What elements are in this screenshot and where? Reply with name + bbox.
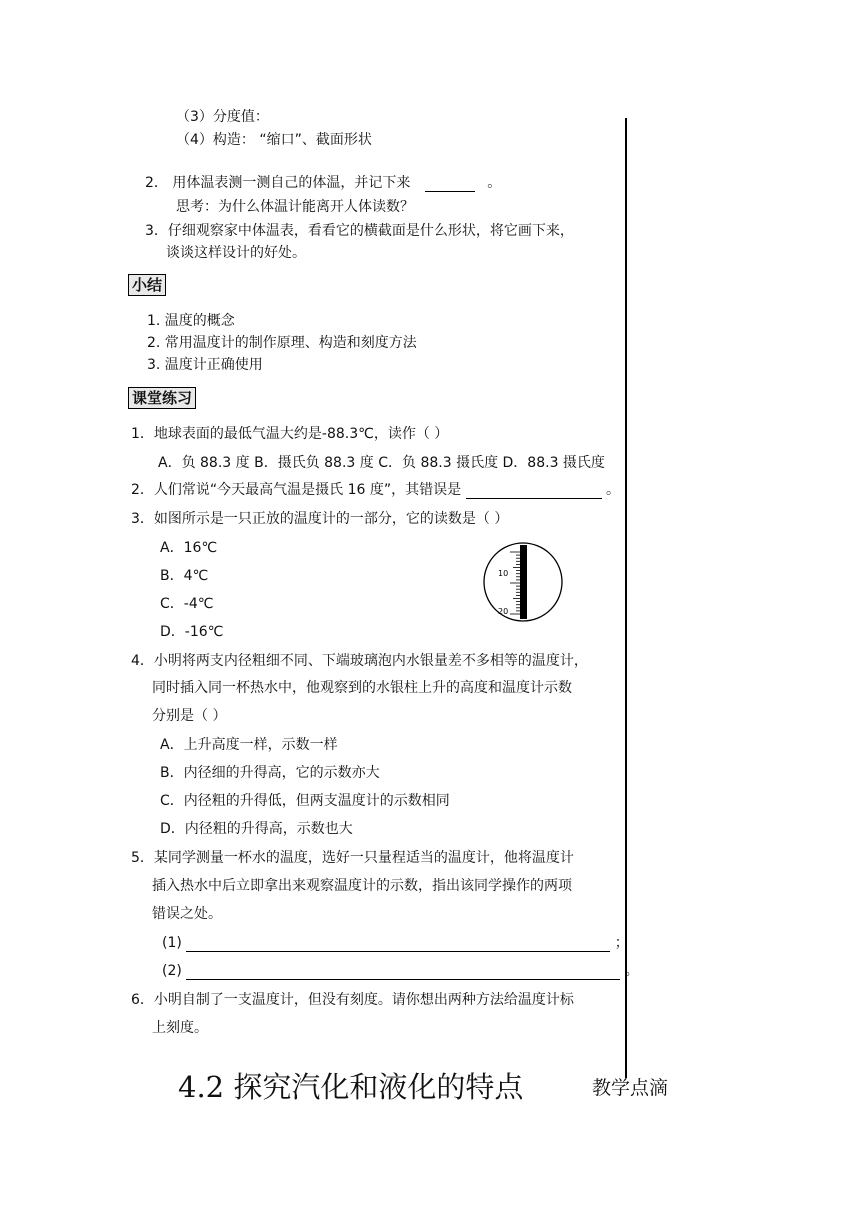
mercury-column bbox=[520, 545, 527, 619]
question-4-line1: 4．小明将两支内径粗细不同、下端玻璃泡内水银量差不多相等的温度计， bbox=[131, 653, 588, 669]
question-4-line2: 同时插入同一杯热水中，他观察到的水银柱上升的高度和温度计示数 bbox=[152, 680, 572, 696]
task-2-end: 。 bbox=[487, 175, 502, 191]
answer-blank bbox=[466, 498, 602, 499]
question-2 bbox=[131, 481, 620, 499]
question-5-line1: 5．某同学测量一杯水的温度，选好一只量程适当的温度计，他将温度计 bbox=[131, 850, 574, 866]
answer-1-end: ； bbox=[614, 935, 629, 951]
answer-blank bbox=[186, 979, 620, 980]
summary-item-3: 3. 温度计正确使用 bbox=[147, 357, 263, 373]
question-3-option-b: B．4℃ bbox=[160, 568, 209, 584]
tick-label-10: 10 bbox=[498, 569, 509, 578]
answer-2-end: 。 bbox=[624, 963, 639, 979]
question-6-line2: 上刻度。 bbox=[152, 1020, 208, 1036]
scale-ticks bbox=[510, 552, 520, 614]
tick-label-20: 20 bbox=[498, 607, 509, 616]
thermometer-figure bbox=[480, 540, 570, 625]
answer-blank bbox=[186, 951, 610, 952]
answer-2-label: (2) bbox=[162, 963, 182, 979]
question-5-line3: 错误之处。 bbox=[152, 906, 222, 922]
question-4-option-d: D．内径粗的升得高，示数也大 bbox=[160, 821, 353, 837]
question-5-answer-1 bbox=[162, 934, 629, 952]
task-2 bbox=[145, 174, 501, 192]
item-construction: （4）构造： “缩口”、截面形状 bbox=[176, 132, 372, 148]
task-3-line2: 谈谈这样设计的好处。 bbox=[166, 245, 306, 261]
answer-blank bbox=[425, 191, 475, 192]
task-2-text: 2． 用体温表测一测自己的体温，并记下来 bbox=[145, 175, 411, 191]
summary-item-2: 2. 常用温度计的制作原理、构造和刻度方法 bbox=[147, 335, 417, 351]
practice-title: 课堂练习 bbox=[128, 387, 196, 409]
question-3: 3．如图所示是一只正放的温度计的一部分，它的读数是（ ） bbox=[131, 511, 509, 527]
section-heading: 4.2 探究汽化和液化的特点 bbox=[178, 1070, 524, 1104]
question-3-option-c: C．-4℃ bbox=[160, 596, 214, 612]
task-3-line1: 3．仔细观察家中体温表，看看它的横截面是什么形状，将它画下来， bbox=[145, 223, 574, 239]
question-4-option-b: B．内径细的升得高，它的示数亦大 bbox=[160, 765, 380, 781]
task-think: 思考：为什么体温计能离开人体读数？ bbox=[176, 199, 414, 215]
question-3-option-a: A．16℃ bbox=[160, 540, 218, 556]
question-4-line3: 分别是（ ） bbox=[152, 708, 227, 724]
question-1: 1．地球表面的最低气温大约是-88.3℃，读作（ ） bbox=[131, 426, 449, 442]
question-6-line1: 6．小明自制了一支温度计，但没有刻度。请你想出两种方法给温度计标 bbox=[131, 992, 574, 1008]
answer-1-label: (1) bbox=[162, 935, 182, 951]
teaching-notes-label: 教学点滴 bbox=[592, 1077, 669, 1099]
question-2-text: 2．人们常说“今天最高气温是摄氏 16 度”，其错误是 bbox=[131, 482, 462, 498]
question-2-end: 。 bbox=[606, 482, 621, 498]
question-5-line2: 插入热水中后立即拿出来观察温度计的示数，指出该同学操作的两项 bbox=[152, 878, 572, 894]
question-3-option-d: D．-16℃ bbox=[160, 624, 224, 640]
item-division-value: （3）分度值： bbox=[176, 109, 269, 125]
question-4-option-c: C．内径粗的升得低，但两支温度计的示数相同 bbox=[160, 793, 450, 809]
question-5-answer-2 bbox=[162, 962, 639, 980]
summary-item-1: 1. 温度的概念 bbox=[147, 313, 235, 329]
question-4-option-a: A．上升高度一样，示数一样 bbox=[160, 737, 338, 753]
summary-title: 小结 bbox=[128, 274, 166, 296]
question-1-options: A．负 88.3 度 B．摄氏负 88.3 度 C．负 88.3 摄氏度 D．88.3 摄氏度 bbox=[158, 455, 605, 471]
